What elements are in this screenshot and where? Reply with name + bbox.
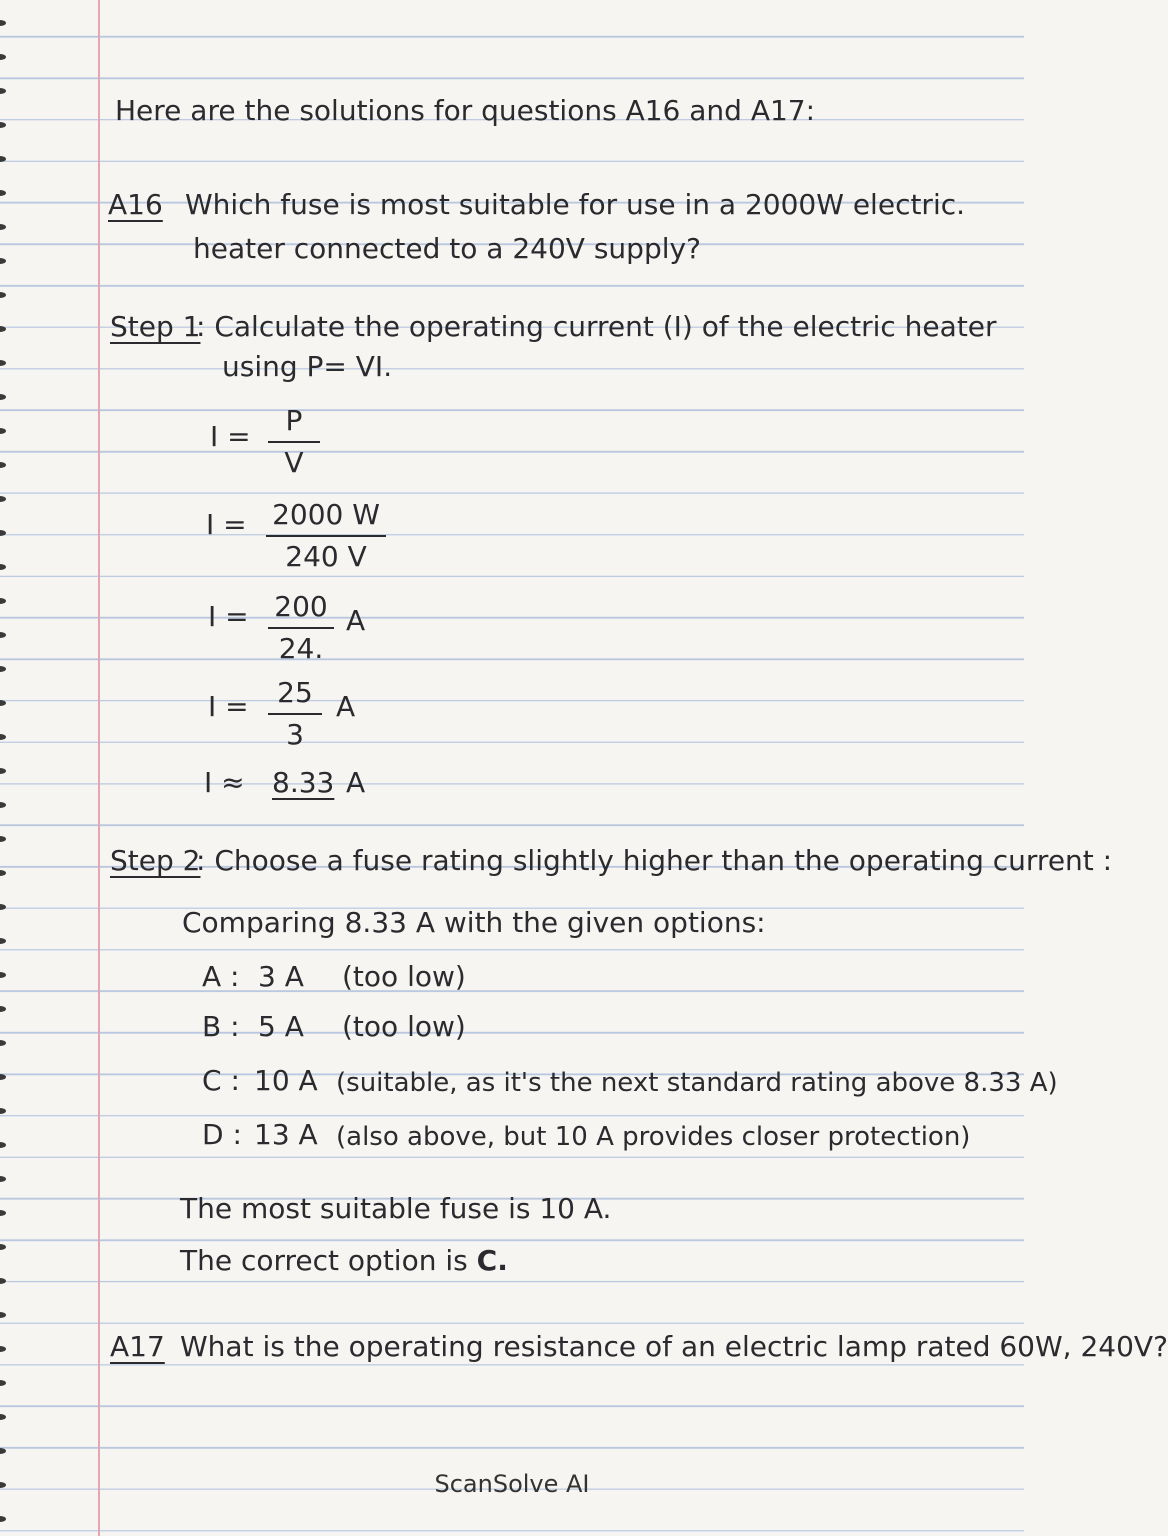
eq2-lhs: I = [206, 508, 247, 541]
binding-hole [0, 972, 6, 978]
eq2-fraction [266, 498, 386, 574]
eq2-numerator: 2000 W [272, 498, 380, 531]
binding-hole [0, 1346, 6, 1352]
option-b-key: B : [202, 1010, 240, 1043]
binding-hole [0, 768, 6, 774]
binding-hole [0, 1414, 6, 1420]
binding-hole [0, 632, 6, 638]
binding-hole [0, 496, 6, 502]
eq4-fraction-bar [268, 713, 322, 715]
eq1-numerator: P [285, 404, 303, 437]
binding-hole [0, 564, 6, 570]
binding-hole [0, 1142, 6, 1148]
binding-hole [0, 224, 6, 230]
option-c-value: 10 A [254, 1064, 318, 1097]
binding-hole [0, 1040, 6, 1046]
binding-hole [0, 258, 6, 264]
correct-answer: C. [476, 1244, 508, 1277]
footer-brand: ScanSolve AI [434, 1470, 590, 1498]
eq3-lhs: I = [208, 600, 249, 633]
eq4-numerator: 25 [277, 676, 313, 709]
binding-hole [0, 292, 6, 298]
binding-hole [0, 666, 6, 672]
step1-text-line1: : Calculate the operating current (I) of the electric heater [196, 310, 997, 343]
binding-hole [0, 1244, 6, 1250]
option-c-key: C : [202, 1064, 240, 1097]
binding-hole [0, 734, 6, 740]
step1-text-line2: using P= VI. [222, 350, 393, 383]
binding-hole [0, 20, 6, 26]
binding-hole [0, 836, 6, 842]
binding-hole [0, 1312, 6, 1318]
a17-question: What is the operating resistance of an electric lamp rated 60W, 240V? [180, 1330, 1168, 1363]
eq4-fraction [268, 676, 322, 752]
step1-label: Step 1 [110, 310, 201, 343]
eq4-lhs: I = [208, 690, 249, 723]
binding-hole [0, 394, 6, 400]
comparing-text: Comparing 8.33 A with the given options: [182, 906, 766, 939]
eq3-denominator: 24. [278, 632, 324, 665]
option-a-value: 3 A [258, 960, 304, 993]
binding-hole [0, 904, 6, 910]
option-a-note: (too low) [342, 960, 466, 993]
binding-hole [0, 462, 6, 468]
option-b-note: (too low) [342, 1010, 466, 1043]
option-d-key: D : [202, 1118, 242, 1151]
binding-hole [0, 360, 6, 366]
binding-hole [0, 54, 6, 60]
eq2-denominator: 240 V [285, 540, 367, 573]
eq3-fraction-bar [268, 627, 334, 629]
conclusion-prefix: The correct option is [180, 1244, 468, 1277]
step2-text: : Choose a fuse rating slightly higher than the operating current : [196, 844, 1113, 877]
option-d-value: 13 A [254, 1118, 318, 1151]
binding-hole [0, 88, 6, 94]
binding-hole [0, 122, 6, 128]
binding-hole [0, 598, 6, 604]
conclusion-option [180, 1244, 508, 1278]
eq5-unit: A [346, 766, 366, 799]
eq1-fraction [268, 404, 320, 480]
eq1-lhs: I = [210, 420, 251, 453]
binding-hole [0, 1380, 6, 1386]
binding-hole [0, 870, 6, 876]
binding-hole [0, 1176, 6, 1182]
conclusion-fuse: The most suitable fuse is 10 A. [180, 1192, 612, 1225]
option-b-value: 5 A [258, 1010, 304, 1043]
binding-hole [0, 156, 6, 162]
binding-hole [0, 802, 6, 808]
eq5-lhs: I ≈ [204, 766, 245, 799]
binding-hole [0, 1278, 6, 1284]
eq2-fraction-bar [266, 535, 386, 537]
intro-text: Here are the solutions for questions A16 and A17: [115, 94, 816, 127]
option-a-key: A : [202, 960, 240, 993]
eq3-unit: A [346, 604, 366, 637]
binding-hole [0, 938, 6, 944]
option-d-note: (also above, but 10 A provides closer protection) [336, 1122, 971, 1152]
binding-hole [0, 190, 6, 196]
a16-label: A16 [108, 188, 163, 221]
eq4-denominator: 3 [286, 718, 304, 751]
binding-hole [0, 1006, 6, 1012]
a16-question-line2: heater connected to a 240V supply? [193, 232, 701, 265]
eq3-numerator: 200 [274, 590, 328, 623]
eq3-fraction [268, 590, 334, 666]
binding-hole [0, 428, 6, 434]
a17-label: A17 [110, 1330, 165, 1363]
binding-hole [0, 530, 6, 536]
option-c-note: (suitable, as it's the next standard rating above 8.33 A) [336, 1068, 1058, 1098]
binding-hole [0, 1108, 6, 1114]
eq1-denominator: V [284, 446, 304, 479]
eq5-value: 8.33 [272, 766, 335, 799]
binding-hole [0, 700, 6, 706]
binding-hole [0, 326, 6, 332]
step2-label: Step 2 [110, 844, 201, 877]
margin-line [98, 0, 100, 1536]
binding-hole [0, 1210, 6, 1216]
binding-hole [0, 1074, 6, 1080]
eq1-fraction-bar [268, 441, 320, 443]
binding-hole [0, 1516, 6, 1522]
spiral-holes [0, 0, 14, 1536]
binding-hole [0, 1448, 6, 1454]
a16-question-line1: Which fuse is most suitable for use in a 2000W electric. [185, 188, 966, 221]
eq4-unit: A [336, 690, 356, 723]
